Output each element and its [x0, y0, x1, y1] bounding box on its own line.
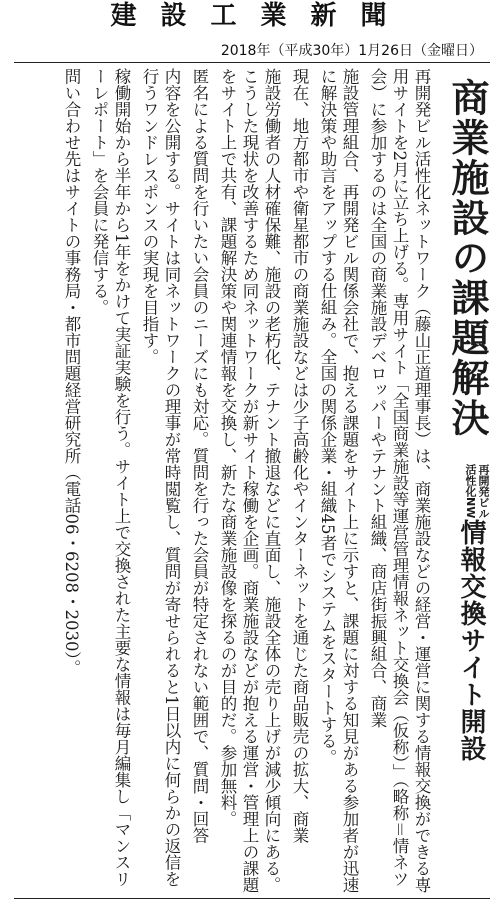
kicker-line-2: 活性化NW — [464, 464, 477, 519]
bottom-rule — [14, 898, 490, 899]
body-paragraph: 問い合わせ先はサイトの事務局・都市問題経営研究所（電話06・6208・2030）。 — [62, 68, 81, 677]
body-paragraph: 現在、地方都市や衛星都市の商業施設などは少子高齢化やインターネットを通じた商品販売の拡大、商業 — [290, 68, 309, 844]
kicker-line-1: 再開発ビル — [477, 464, 490, 519]
headline-block — [440, 68, 490, 898]
body-paragraph: 施設管理組合、再開発ビル関係会社で、抱える課題をサイト上に示すと、課題に対する知見がある参加者が迅速に解決策や助言をアップする仕組み。全国の関係企業・組織45者でシステムをスタートする。 — [318, 68, 359, 893]
body-paragraph: 稼働開始から半年から1年をかけて実証実験を行う。サイト上で交換された主要な情報は毎月編集し「マンスリーレポート」を会員に発信する。 — [90, 68, 131, 887]
body-paragraph: 匿名による質問を行いたい会員のニーズにも対応。質問を行った会員が特定されない範囲で、質問・回答 — [190, 68, 209, 844]
article-area — [14, 68, 490, 898]
masthead-title: 建設工業新聞 — [110, 0, 411, 31]
kicker — [456, 464, 490, 519]
body-paragraph: 内容を公開する。サイトは同ネットワークの理事が常時閲覧し、質問が寄せられると1日以内に何らかの返信を行うワンドレスポンスの実現を目指す。 — [140, 68, 181, 887]
body-paragraph: 再開発ビル活性化ネットワーク（藤山正道理事長）は、商業施設などの経営・運営に関する情報交換ができる専用サイトを2月に立ち上げる。専用サイト「全国商業施設等運営管理情報ネット交換会（仮称）」（略称＝情ネツ会）に参加するのは全国の商業施設デベロッパーやテナント組織、商店街振興組合、商業 — [368, 68, 431, 893]
subheadline-line — [456, 464, 490, 762]
sub-headline: 情報交換サイト開設 — [456, 519, 486, 762]
body-paragraph: 施設労働者の人材確保難、施設の老朽化、テナント撤退などに直面し、施設全体の売り上げが減少傾向にある。こうした現状を改善するため同ネットワークが新サイト稼働を企画。商業施設などが抱える運営・管理上の課題をサイト上で共有、課題解決策や関連情報を交換し、新たな商業施設像を探るのが目的だ。参加無料。 — [218, 68, 281, 893]
main-headline: 商業施設の課題解決 — [445, 78, 489, 438]
article — [54, 68, 490, 898]
top-rule — [14, 62, 490, 63]
newspaper-masthead — [0, 0, 497, 31]
dateline: 2018年（平成30年）1月26日（金曜日） — [220, 43, 483, 59]
